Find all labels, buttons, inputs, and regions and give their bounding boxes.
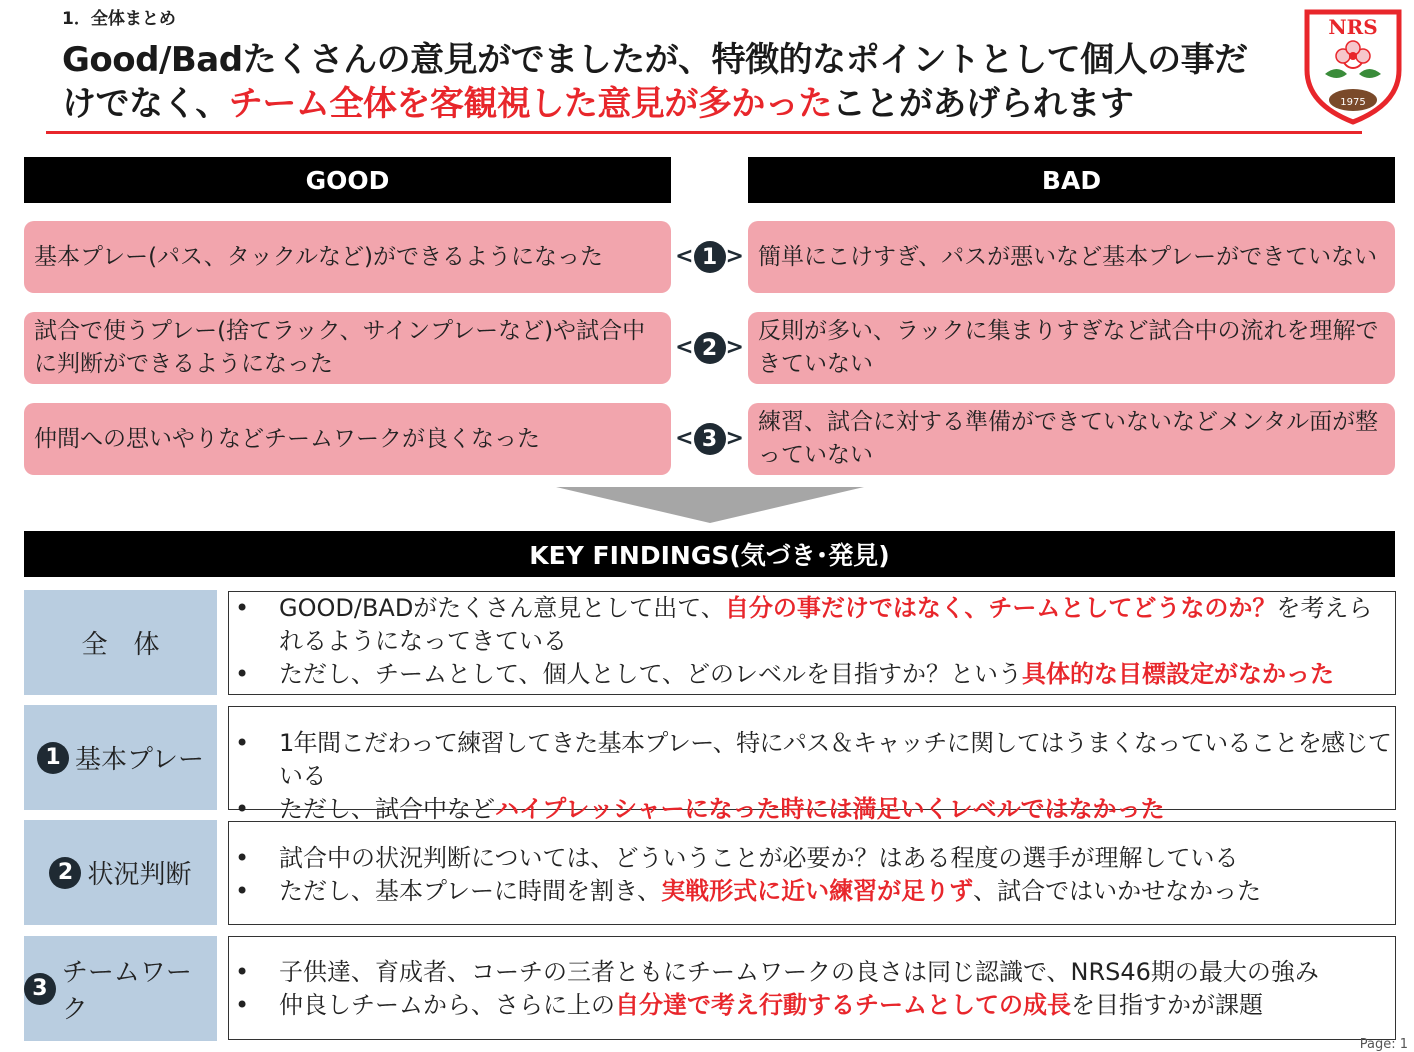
title-part-2: ことがあげられます (831, 84, 1134, 124)
bad-header: BAD (748, 157, 1395, 203)
compare-connector-2 (671, 332, 748, 364)
good-item-3: 仲間への思いやりなどチームワークが良くなった (24, 403, 671, 475)
finding-bullet: • 1年間こだわって練習してきた基本プレー、特にパス＆キャッチに関してはうまくなっていることを感じている (229, 727, 1395, 793)
finding-label-overall (24, 590, 217, 695)
finding-box-basic-play (228, 706, 1396, 823)
title-underline (46, 131, 1362, 134)
number-badge: 2 (49, 857, 81, 889)
finding-bullet: • 試合中の状況判断については、どういうことが必要か？はある程度の選手が理解している (229, 842, 1395, 875)
good-item-1: 基本プレー(パス、タックルなど)ができるようになった (24, 221, 671, 293)
finding-bullet: • ただし、チームとして、個人として、どのレベルを目指すか？という具体的な目標設定がなかった (229, 658, 1395, 691)
finding-box-overall (228, 591, 1396, 695)
number-badge: 1 (694, 241, 726, 273)
page-number: Page: 1 (1359, 1037, 1408, 1052)
finding-label-text: チームワーク (61, 957, 192, 1025)
compare-connector-3 (671, 423, 748, 455)
finding-label-teamwork (24, 936, 217, 1041)
good-item-2: 試合で使うプレー(捨てラック、サインプレーなど)や試合中に判断ができるようになった (24, 312, 671, 384)
finding-box-teamwork (228, 936, 1396, 1040)
arrow-right-icon: > (725, 335, 744, 360)
bad-item-3: 練習、試合に対する準備ができていないなどメンタル面が整っていない (748, 403, 1395, 475)
finding-bullet: • ただし、基本プレーに時間を割き、実戦形式に近い練習が足りず、試合ではいかせなかった (229, 875, 1395, 908)
finding-bullet: • ただし、試合中などハイプレッシャーになった時には満足いくレベルではなかった (229, 793, 1395, 826)
number-badge: 2 (694, 332, 726, 364)
arrow-right-icon: > (725, 244, 744, 269)
finding-label-text: 全 体 (81, 630, 160, 660)
arrow-left-icon: < (675, 426, 694, 451)
bad-item-2: 反則が多い、ラックに集まりすぎなど試合中の流れを理解できていない (748, 312, 1395, 384)
nrs-shield-logo (1303, 8, 1403, 126)
down-chevron-icon (556, 487, 864, 523)
arrow-left-icon: < (675, 244, 694, 269)
logo-text: NRS (1328, 15, 1378, 39)
number-badge: 3 (694, 423, 726, 455)
title-part-1: Good/Badたくさんの意見がでましたが、特徴的なポイントとして個人の事だけでなく、 (62, 40, 1248, 124)
finding-label-basic-play (24, 705, 217, 810)
arrow-left-icon: < (675, 335, 694, 360)
title-highlight: チーム全体を客観視した意見が多かった (228, 84, 832, 124)
number-badge: 3 (24, 973, 56, 1005)
page-title (62, 38, 1272, 126)
finding-box-situation (228, 821, 1396, 925)
bad-item-1: 簡単にこけすぎ、パスが悪いなど基本プレーができていない (748, 221, 1395, 293)
section-label: 1．全体まとめ (62, 9, 176, 29)
compare-connector-1 (671, 241, 748, 273)
finding-label-text: 状況判断 (87, 860, 192, 890)
key-findings-header: KEY FINDINGS(気づき･発見) (24, 531, 1395, 577)
logo-year: 1975 (1340, 97, 1366, 108)
finding-bullet: • GOOD/BADがたくさん意見として出て、自分の事だけではなく、チームとしてどうなのか？を考えられるようになってきている (229, 592, 1395, 658)
finding-label-text: 基本プレー (75, 745, 204, 775)
finding-bullet: • 仲良しチームから、さらに上の自分達で考え行動するチームとしての成長を目指すかが課題 (229, 989, 1395, 1022)
finding-bullet: • 子供達、育成者、コーチの三者ともにチームワークの良さは同じ認識で、NRS46期の最大の強み (229, 956, 1395, 989)
good-header: GOOD (24, 157, 671, 203)
finding-label-situation (24, 820, 217, 925)
arrow-right-icon: > (725, 426, 744, 451)
number-badge: 1 (37, 742, 69, 774)
